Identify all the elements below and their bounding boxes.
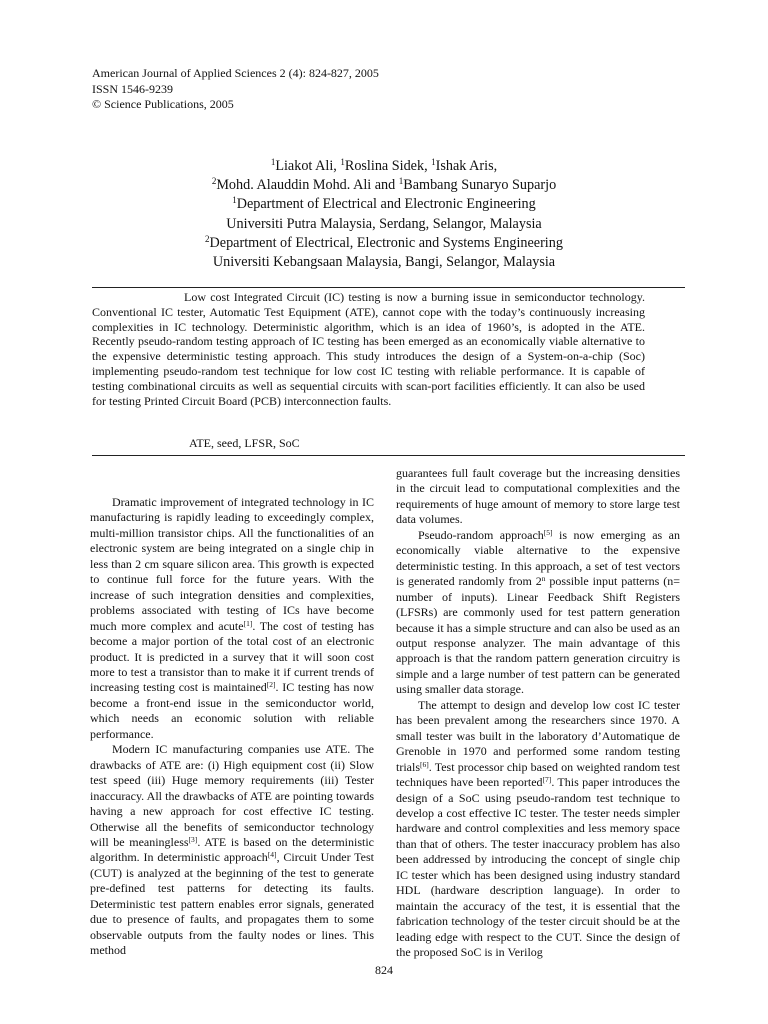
affiliation-marker: 1 bbox=[270, 157, 276, 167]
author-name: Ishak Aris, bbox=[435, 158, 498, 174]
affiliation-marker: 2 bbox=[211, 176, 217, 187]
affiliation-marker: 1 bbox=[340, 157, 345, 167]
affiliation-2-dept bbox=[0, 234, 768, 253]
paragraph: guarantees full fault coverage but the increasing densities in the circuit lead to computational complexities and the requirements of huge amount of memory to store large test data volumes. bbox=[396, 466, 680, 527]
right-column bbox=[396, 466, 680, 961]
page-number: 824 bbox=[375, 963, 393, 977]
paragraph-text: Dramatic improvement of integrated technology in IC manufacturing is rapidly leading to exceedingly complex, multi-million transistor chips. All the functionalities of an electronic system are being integrated on a single chip in less than 2 cm square silicon area. This growth is expected to continue full force for the future years. With the increase of such integration densities and complexities, problems associated with testing of ICs have become much more complex and acute bbox=[90, 495, 374, 633]
paragraph-text: Pseudo-random approach bbox=[418, 527, 544, 542]
paragraph-text: is now emerging as an economically viable alternative to the expensive deterministic testing. In this approach, a set of test vectors is generated randomly from 2 bbox=[396, 527, 681, 589]
affiliation-1-dept bbox=[0, 195, 768, 214]
paragraph-text: . ATE is based on the deterministic algorithm. In deterministic approach bbox=[90, 834, 374, 865]
paragraph-text: , Circuit Under Test (CUT) is analyzed at the beginning of the test to generate pre-defined test patterns for detecting its faults. Deterministic test pattern enables error signals, generated due to presence of faults, and propagates them to some observable outputs from the faulty nodes or lines. This method bbox=[90, 850, 375, 958]
affiliation-marker: 1 bbox=[431, 157, 436, 167]
affiliation-1-univ: Universiti Putra Malaysia, Serdang, Selangor, Malaysia bbox=[226, 215, 542, 232]
abstract-top-rule bbox=[92, 287, 685, 288]
citation-ref: [3] bbox=[188, 834, 198, 844]
journal-info bbox=[92, 66, 379, 113]
paragraph bbox=[396, 528, 680, 698]
citation-ref: [2] bbox=[266, 680, 276, 690]
citation-ref: [5] bbox=[543, 527, 553, 537]
paragraph-text: The attempt to design and develop low cost IC tester has been prevalent among the researchers since 1970. A small tester was built in the laboratory d’Automatique de Grenoble in 1970 and performed some random testing trials bbox=[396, 697, 680, 774]
issn: ISSN 1546-9239 bbox=[92, 81, 174, 96]
citation-ref: [1] bbox=[243, 618, 253, 628]
affiliation-text: Department of Electrical, Electronic and Systems Engineering bbox=[209, 234, 563, 251]
affiliation-marker: 1 bbox=[398, 176, 404, 187]
paragraph-text: . The cost of testing has become a major portion of the total cost of an electronic product. It is predicted in a survey that it will soon cost more to test a transistor than to make it if current trends of increasing testing cost is maintained bbox=[90, 618, 374, 695]
paragraph-text: possible input patterns (n= number of inputs). Linear Feedback Shift Registers (LFSRs) are commonly used for test pattern generation because it has a simple structure and can also be used as an output response analyzer. The main advantage of this approach is that the random pattern generation circuitry is simple and a large number of test pattern can be generated using smaller data storage. bbox=[396, 574, 680, 697]
paragraph bbox=[90, 742, 374, 958]
copyright: © Science Publications, 2005 bbox=[92, 97, 234, 111]
exponent: n bbox=[541, 574, 546, 584]
paragraph bbox=[90, 495, 374, 742]
authors-line-1 bbox=[0, 157, 768, 176]
citation-ref: [7] bbox=[542, 775, 552, 785]
citation-ref: [6] bbox=[420, 759, 429, 769]
author-name: Bambang Sunaryo Suparjo bbox=[403, 177, 557, 194]
abstract-text: Low cost Integrated Circuit (IC) testing is now a burning issue in semiconductor technology. Conventional IC tester, Automatic Test Equipment (ATE), cannot cope with the today’s continuously increasing complexities in IC technology. Deterministic algorithm, which is an idea of 1960’s, is adopted in the ATE. Recently pseudo-random testing approach of IC testing has been emerged as an economically viable alternative to the expensive deterministic testing approach. This study introduces the design of a System-on-a-chip (Soc) implementing pseudo-random test technique for low cost IC testing with reliable performance. It is capable of testing combinational circuits as well as sequential circuits with scan-port facilities efficiently. It can also be used for testing Printed Circuit Board (PCB) interconnection faults. bbox=[92, 290, 645, 408]
paragraph-text: . Test processor chip based on weighted random test techniques have been reported bbox=[396, 759, 680, 790]
abstract-bottom-rule bbox=[92, 455, 685, 456]
affiliation-marker: 2 bbox=[205, 233, 210, 244]
paragraph-text: Modern IC manufacturing companies use ATE. The drawbacks of ATE are: (i) High equipment cost (ii) Slow test speed (iii) Huge memory requirements (iii) Tester inaccuracy. All the drawbacks of ATE are pointing towards having a new approach for cost effective IC testing. Otherwise all the benefits of semiconductor technology will be meaningless bbox=[90, 742, 374, 849]
journal-citation: American Journal of Applied Sciences 2 (4): 824-827, 2005 bbox=[92, 66, 379, 80]
citation-ref: [4] bbox=[267, 850, 277, 860]
paragraph-text: . IC testing has now become a front-end issue in the semiconductor world, which needs an economic solution with reliable performance. bbox=[90, 680, 374, 741]
affiliation-text: Department of Electrical and Electronic Engineering bbox=[236, 196, 536, 213]
affiliation-marker: 1 bbox=[232, 195, 237, 206]
paragraph-text: . This paper introduces the design of a SoC using pseudo-random test technique to develop a cost effective IC tester. The tester needs simpler hardware and control complexities and less memory space than that of others. The tester inaccuracy problem has also been addressed by introducing the concept of single chip IC tester which has been designed using industry standard HDL (hardware description language). In order to maintain the accuracy of the test, it is essential that the fabrication technology of the tester circuit should be at the leading edge with respect to the CUT. Since the design of the proposed SoC is in Verilog bbox=[396, 775, 680, 960]
authors-line-2 bbox=[0, 176, 768, 195]
author-name: Liakot Ali, bbox=[275, 158, 341, 174]
author-name: Mohd. Alauddin Mohd. Ali and bbox=[216, 177, 399, 194]
affiliation-2-univ: Universiti Kebangsaan Malaysia, Bangi, Selangor, Malaysia bbox=[212, 254, 556, 271]
left-column bbox=[90, 495, 374, 959]
paragraph bbox=[396, 698, 680, 961]
author-block bbox=[0, 157, 768, 272]
keywords: ATE, seed, LFSR, SoC bbox=[189, 436, 300, 450]
author-name: Roslina Sidek, bbox=[344, 158, 432, 174]
